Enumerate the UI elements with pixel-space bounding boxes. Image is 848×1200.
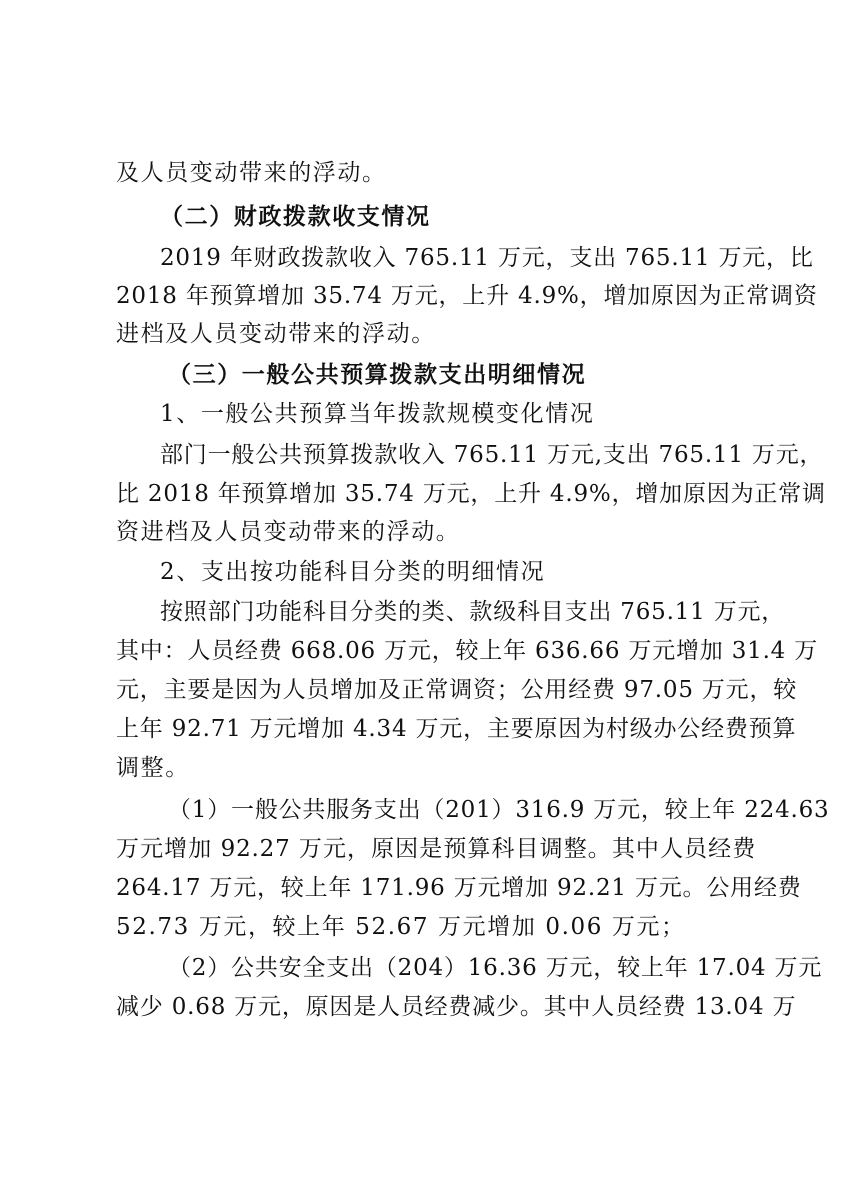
item-1-line: （1）一般公共服务支出（201）316.9 万元，较上年 224.63	[168, 797, 830, 823]
paragraph-line: 元，主要是因为人员增加及正常调资；公用经费 97.05 万元，较	[116, 677, 798, 703]
subsection-heading-2: 2、支出按功能科目分类的明细情况	[160, 559, 546, 585]
paragraph-line: 2019 年财政拨款收入 765.11 万元，支出 765.11 万元，比	[160, 245, 814, 271]
paragraph-line: 资进档及人员变动带来的浮动。	[116, 519, 461, 545]
paragraph-line: 上年 92.71 万元增加 4.34 万元，主要原因为村级办公经费预算	[116, 716, 797, 742]
paragraph-line: 其中：人员经费 668.06 万元，较上年 636.66 万元增加 31.4 万	[116, 638, 819, 664]
paragraph-line: 部门一般公共预算拨款收入 765.11 万元,支出 765.11 万元，	[160, 442, 824, 468]
section-heading-2: （二）财政拨款收支情况	[160, 204, 431, 230]
section-heading-3: （三）一般公共预算拨款支出明细情况	[168, 362, 587, 388]
paragraph-line: 264.17 万元，较上年 171.96 万元增加 92.21 万元。公用经费	[116, 875, 802, 901]
paragraph-line: 52.73 万元，较上年 52.67 万元增加 0.06 万元；	[116, 914, 686, 940]
item-2-line: （2）公共安全支出（204）16.36 万元，较上年 17.04 万元	[168, 955, 823, 981]
subsection-heading-1: 1、一般公共预算当年拨款规模变化情况	[160, 401, 595, 427]
paragraph-line: 调整。	[116, 755, 190, 781]
paragraph-line: 2018 年预算增加 35.74 万元，上升 4.9%，增加原因为正常调资	[116, 283, 818, 309]
paragraph-line: 进档及人员变动带来的浮动。	[116, 321, 436, 347]
paragraph-line: 及人员变动带来的浮动。	[116, 160, 387, 186]
paragraph-line: 万元增加 92.27 万元，原因是预算科目调整。其中人员经费	[116, 836, 756, 862]
paragraph-line: 比 2018 年预算增加 35.74 万元，上升 4.9%，增加原因为正常调	[116, 481, 826, 507]
paragraph-line: 按照部门功能科目分类的类、款级科目支出 765.11 万元，	[160, 599, 786, 625]
paragraph-line: 减少 0.68 万元，原因是人员经费减少。其中人员经费 13.04 万	[116, 994, 797, 1020]
